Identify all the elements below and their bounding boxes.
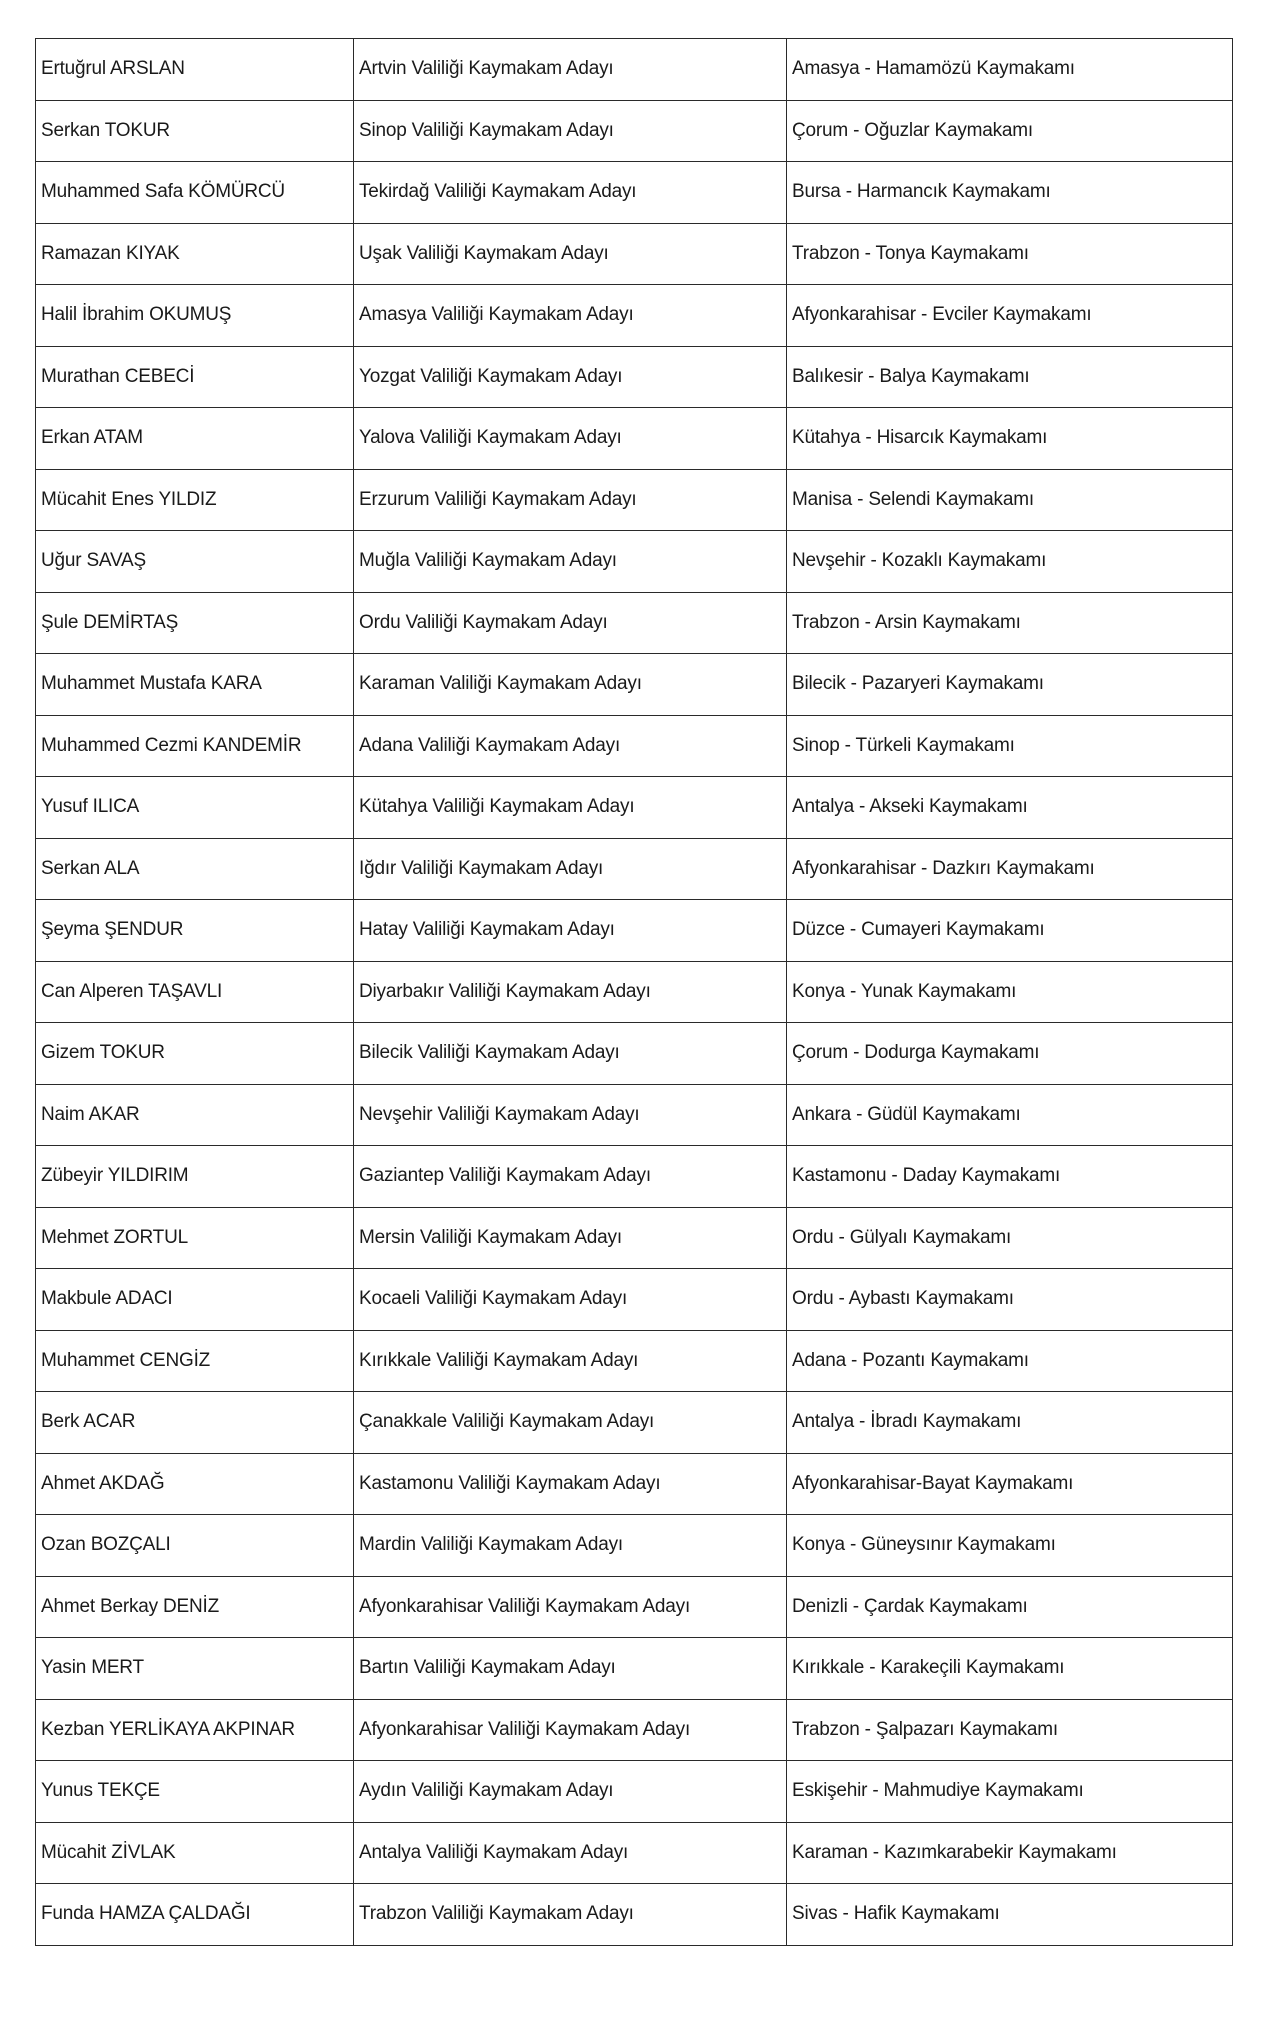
current-post-cell: Kırıkkale Valiliği Kaymakam Adayı	[354, 1330, 787, 1392]
table-row	[36, 777, 1233, 839]
person-name-cell: Murathan CEBECİ	[36, 346, 354, 408]
person-name-cell: Uğur SAVAŞ	[36, 531, 354, 593]
appointed-post-cell: Amasya - Hamamözü Kaymakamı	[787, 39, 1233, 101]
appointed-post-cell: Denizli - Çardak Kaymakamı	[787, 1576, 1233, 1638]
person-name-cell: Şeyma ŞENDUR	[36, 900, 354, 962]
table-row	[36, 1392, 1233, 1454]
current-post-cell: Yalova Valiliği Kaymakam Adayı	[354, 408, 787, 470]
appointed-post-cell: Ordu - Gülyalı Kaymakamı	[787, 1207, 1233, 1269]
current-post-cell: Hatay Valiliği Kaymakam Adayı	[354, 900, 787, 962]
person-name-cell: Yasin MERT	[36, 1638, 354, 1700]
current-post-cell: Karaman Valiliği Kaymakam Adayı	[354, 654, 787, 716]
appointed-post-cell: Adana - Pozantı Kaymakamı	[787, 1330, 1233, 1392]
appointed-post-cell: Bilecik - Pazaryeri Kaymakamı	[787, 654, 1233, 716]
appointed-post-cell: Afyonkarahisar-Bayat Kaymakamı	[787, 1453, 1233, 1515]
current-post-cell: Çanakkale Valiliği Kaymakam Adayı	[354, 1392, 787, 1454]
person-name-cell: Halil İbrahim OKUMUŞ	[36, 285, 354, 347]
current-post-cell: Iğdır Valiliği Kaymakam Adayı	[354, 838, 787, 900]
table-row	[36, 39, 1233, 101]
appointments-table	[35, 38, 1233, 1946]
table-row	[36, 223, 1233, 285]
table-row	[36, 1822, 1233, 1884]
table-row	[36, 408, 1233, 470]
current-post-cell: Afyonkarahisar Valiliği Kaymakam Adayı	[354, 1576, 787, 1638]
person-name-cell: Ozan BOZÇALI	[36, 1515, 354, 1577]
table-row	[36, 961, 1233, 1023]
person-name-cell: Mücahit ZİVLAK	[36, 1822, 354, 1884]
appointments-table-body	[36, 39, 1233, 1946]
person-name-cell: Muhammet CENGİZ	[36, 1330, 354, 1392]
current-post-cell: Muğla Valiliği Kaymakam Adayı	[354, 531, 787, 593]
table-row	[36, 838, 1233, 900]
table-row	[36, 531, 1233, 593]
current-post-cell: Mardin Valiliği Kaymakam Adayı	[354, 1515, 787, 1577]
person-name-cell: Ahmet AKDAĞ	[36, 1453, 354, 1515]
appointed-post-cell: Çorum - Dodurga Kaymakamı	[787, 1023, 1233, 1085]
current-post-cell: Erzurum Valiliği Kaymakam Adayı	[354, 469, 787, 531]
current-post-cell: Kocaeli Valiliği Kaymakam Adayı	[354, 1269, 787, 1331]
current-post-cell: Trabzon Valiliği Kaymakam Adayı	[354, 1884, 787, 1946]
appointed-post-cell: Antalya - Akseki Kaymakamı	[787, 777, 1233, 839]
table-row	[36, 1576, 1233, 1638]
table-row	[36, 1699, 1233, 1761]
person-name-cell: Muhammed Safa KÖMÜRCÜ	[36, 162, 354, 224]
person-name-cell: Mücahit Enes YILDIZ	[36, 469, 354, 531]
current-post-cell: Kütahya Valiliği Kaymakam Adayı	[354, 777, 787, 839]
appointed-post-cell: Konya - Güneysınır Kaymakamı	[787, 1515, 1233, 1577]
current-post-cell: Antalya Valiliği Kaymakam Adayı	[354, 1822, 787, 1884]
current-post-cell: Uşak Valiliği Kaymakam Adayı	[354, 223, 787, 285]
current-post-cell: Yozgat Valiliği Kaymakam Adayı	[354, 346, 787, 408]
person-name-cell: Erkan ATAM	[36, 408, 354, 470]
person-name-cell: Şule DEMİRTAŞ	[36, 592, 354, 654]
appointed-post-cell: Trabzon - Şalpazarı Kaymakamı	[787, 1699, 1233, 1761]
current-post-cell: Gaziantep Valiliği Kaymakam Adayı	[354, 1146, 787, 1208]
current-post-cell: Diyarbakır Valiliği Kaymakam Adayı	[354, 961, 787, 1023]
appointed-post-cell: Eskişehir - Mahmudiye Kaymakamı	[787, 1761, 1233, 1823]
table-row	[36, 1023, 1233, 1085]
person-name-cell: Makbule ADACI	[36, 1269, 354, 1331]
table-row	[36, 715, 1233, 777]
current-post-cell: Nevşehir Valiliği Kaymakam Adayı	[354, 1084, 787, 1146]
table-row	[36, 285, 1233, 347]
current-post-cell: Artvin Valiliği Kaymakam Adayı	[354, 39, 787, 101]
person-name-cell: Naim AKAR	[36, 1084, 354, 1146]
person-name-cell: Yunus TEKÇE	[36, 1761, 354, 1823]
table-row	[36, 1638, 1233, 1700]
appointed-post-cell: Konya - Yunak Kaymakamı	[787, 961, 1233, 1023]
appointed-post-cell: Sivas - Hafik Kaymakamı	[787, 1884, 1233, 1946]
person-name-cell: Can Alperen TAŞAVLI	[36, 961, 354, 1023]
person-name-cell: Ramazan KIYAK	[36, 223, 354, 285]
person-name-cell: Gizem TOKUR	[36, 1023, 354, 1085]
current-post-cell: Bartın Valiliği Kaymakam Adayı	[354, 1638, 787, 1700]
table-row	[36, 100, 1233, 162]
table-row	[36, 900, 1233, 962]
table-row	[36, 469, 1233, 531]
appointed-post-cell: Manisa - Selendi Kaymakamı	[787, 469, 1233, 531]
appointed-post-cell: Ordu - Aybastı Kaymakamı	[787, 1269, 1233, 1331]
table-row	[36, 1761, 1233, 1823]
person-name-cell: Kezban YERLİKAYA AKPINAR	[36, 1699, 354, 1761]
person-name-cell: Muhammet Mustafa KARA	[36, 654, 354, 716]
current-post-cell: Aydın Valiliği Kaymakam Adayı	[354, 1761, 787, 1823]
person-name-cell: Ahmet Berkay DENİZ	[36, 1576, 354, 1638]
table-row	[36, 1453, 1233, 1515]
person-name-cell: Funda HAMZA ÇALDAĞI	[36, 1884, 354, 1946]
appointed-post-cell: Bursa - Harmancık Kaymakamı	[787, 162, 1233, 224]
table-row	[36, 1084, 1233, 1146]
table-row	[36, 1330, 1233, 1392]
current-post-cell: Bilecik Valiliği Kaymakam Adayı	[354, 1023, 787, 1085]
appointed-post-cell: Sinop - Türkeli Kaymakamı	[787, 715, 1233, 777]
appointed-post-cell: Trabzon - Tonya Kaymakamı	[787, 223, 1233, 285]
appointed-post-cell: Kütahya - Hisarcık Kaymakamı	[787, 408, 1233, 470]
current-post-cell: Adana Valiliği Kaymakam Adayı	[354, 715, 787, 777]
table-row	[36, 1146, 1233, 1208]
table-row	[36, 654, 1233, 716]
table-row	[36, 592, 1233, 654]
current-post-cell: Tekirdağ Valiliği Kaymakam Adayı	[354, 162, 787, 224]
appointed-post-cell: Trabzon - Arsin Kaymakamı	[787, 592, 1233, 654]
table-row	[36, 1207, 1233, 1269]
person-name-cell: Ertuğrul ARSLAN	[36, 39, 354, 101]
current-post-cell: Afyonkarahisar Valiliği Kaymakam Adayı	[354, 1699, 787, 1761]
current-post-cell: Amasya Valiliği Kaymakam Adayı	[354, 285, 787, 347]
appointed-post-cell: Kastamonu - Daday Kaymakamı	[787, 1146, 1233, 1208]
table-row	[36, 1269, 1233, 1331]
appointed-post-cell: Afyonkarahisar - Dazkırı Kaymakamı	[787, 838, 1233, 900]
person-name-cell: Yusuf ILICA	[36, 777, 354, 839]
appointed-post-cell: Karaman - Kazımkarabekir Kaymakamı	[787, 1822, 1233, 1884]
current-post-cell: Ordu Valiliği Kaymakam Adayı	[354, 592, 787, 654]
appointed-post-cell: Nevşehir - Kozaklı Kaymakamı	[787, 531, 1233, 593]
appointed-post-cell: Çorum - Oğuzlar Kaymakamı	[787, 100, 1233, 162]
current-post-cell: Mersin Valiliği Kaymakam Adayı	[354, 1207, 787, 1269]
table-row	[36, 1515, 1233, 1577]
person-name-cell: Zübeyir YILDIRIM	[36, 1146, 354, 1208]
person-name-cell: Serkan TOKUR	[36, 100, 354, 162]
table-row	[36, 1884, 1233, 1946]
appointed-post-cell: Kırıkkale - Karakeçili Kaymakamı	[787, 1638, 1233, 1700]
person-name-cell: Berk ACAR	[36, 1392, 354, 1454]
appointed-post-cell: Afyonkarahisar - Evciler Kaymakamı	[787, 285, 1233, 347]
person-name-cell: Mehmet ZORTUL	[36, 1207, 354, 1269]
table-row	[36, 346, 1233, 408]
appointed-post-cell: Antalya - İbradı Kaymakamı	[787, 1392, 1233, 1454]
appointed-post-cell: Ankara - Güdül Kaymakamı	[787, 1084, 1233, 1146]
appointed-post-cell: Balıkesir - Balya Kaymakamı	[787, 346, 1233, 408]
current-post-cell: Kastamonu Valiliği Kaymakam Adayı	[354, 1453, 787, 1515]
table-row	[36, 162, 1233, 224]
current-post-cell: Sinop Valiliği Kaymakam Adayı	[354, 100, 787, 162]
person-name-cell: Muhammed Cezmi KANDEMİR	[36, 715, 354, 777]
appointed-post-cell: Düzce - Cumayeri Kaymakamı	[787, 900, 1233, 962]
person-name-cell: Serkan ALA	[36, 838, 354, 900]
